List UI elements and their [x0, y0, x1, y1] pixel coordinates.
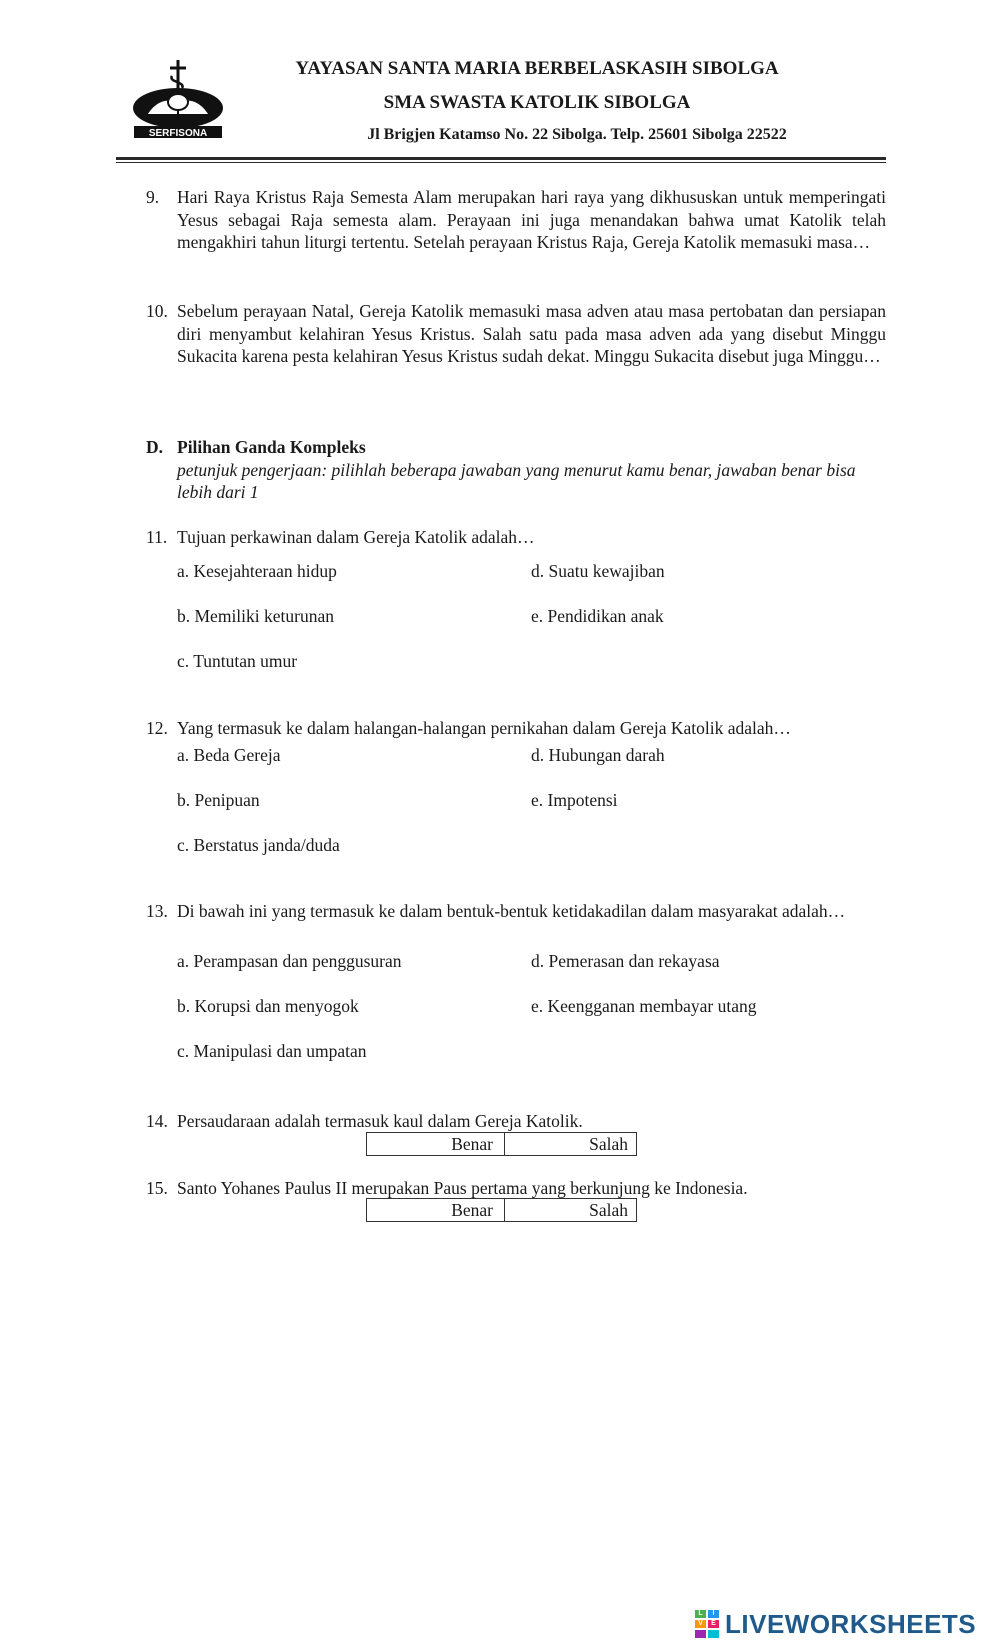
question-number: 10. [146, 301, 168, 321]
question-number: 12. [146, 718, 168, 738]
false-label: Salah [589, 1200, 628, 1220]
question-15 [146, 1177, 886, 1200]
option-e[interactable]: e. Keengganan membayar utang [531, 996, 757, 1016]
option-c[interactable]: c. Manipulasi dan umpatan [177, 1041, 367, 1061]
option-e[interactable]: e. Impotensi [531, 790, 618, 810]
false-option[interactable] [505, 1133, 636, 1155]
option-b[interactable]: b. Memiliki keturunan [177, 606, 334, 626]
question-11 [146, 526, 886, 549]
serfisona-logo-icon [128, 58, 228, 144]
option-a[interactable]: a. Beda Gereja [177, 745, 281, 765]
question-10 [146, 300, 886, 368]
school-address: Jl Brigjen Katamso No. 22 Sibolga. Telp. 25601 Sibolga 22522 [367, 126, 787, 143]
liveworksheets-brand [695, 1608, 976, 1640]
true-option[interactable] [367, 1133, 505, 1155]
option-a[interactable]: a. Kesejahteraan hidup [177, 561, 337, 581]
question-text: Tujuan perkawinan dalam Gereja Katolik adalah… [177, 527, 535, 547]
option-b[interactable]: b. Penipuan [177, 790, 260, 810]
school-name: SMA SWASTA KATOLIK SIBOLGA [383, 92, 691, 113]
question-number: 15. [146, 1178, 168, 1198]
question-14 [146, 1110, 886, 1133]
question-number: 14. [146, 1111, 168, 1131]
false-label: Salah [589, 1134, 628, 1154]
section-d [146, 436, 886, 504]
brand-name: LIVEWORKSHEETS [725, 1608, 977, 1639]
true-label: Benar [451, 1200, 493, 1220]
true-label: Benar [451, 1134, 493, 1154]
section-title: Pilihan Ganda Kompleks [177, 437, 366, 457]
option-a[interactable]: a. Perampasan dan penggusuran [177, 951, 402, 971]
question-text: Yang termasuk ke dalam halangan-halangan pernikahan dalam Gereja Katolik adalah… [177, 718, 791, 738]
option-c[interactable]: c. Berstatus janda/duda [177, 835, 340, 855]
false-option[interactable] [505, 1199, 636, 1221]
true-option[interactable] [367, 1199, 505, 1221]
school-logo [128, 58, 228, 144]
section-letter: D. [146, 437, 164, 457]
option-d[interactable]: d. Suatu kewajiban [531, 561, 665, 581]
question-number: 13. [146, 901, 168, 921]
question-9 [146, 186, 886, 254]
option-c[interactable]: c. Tuntutan umur [177, 651, 298, 671]
question-12 [146, 717, 886, 740]
question-text: Persaudaraan adalah termasuk kaul dalam Gereja Katolik. [177, 1111, 583, 1131]
option-e[interactable]: e. Pendidikan anak [531, 606, 664, 626]
question-text: Santo Yohanes Paulus II merupakan Paus pertama yang berkunjung ke Indonesia. [177, 1178, 748, 1198]
option-d[interactable]: d. Pemerasan dan rekayasa [531, 951, 720, 971]
question-number: 11. [146, 527, 168, 547]
liveworksheets-logo-icon: L I V E [695, 1610, 719, 1638]
true-false-box-15 [366, 1198, 637, 1222]
section-instruction: petunjuk pengerjaan: pilihlah beberapa jawaban yang menurut kamu benar, jawaban benar bisa lebih dari 1 [177, 459, 856, 502]
option-d[interactable]: d. Hubungan darah [531, 745, 665, 765]
foundation-name: YAYASAN SANTA MARIA BERBELASKASIH SIBOLGA [295, 58, 779, 79]
question-text: Di bawah ini yang termasuk ke dalam bentuk-bentuk ketidakadilan dalam masyarakat adalah… [177, 901, 846, 921]
question-number: 9. [146, 187, 160, 207]
logo-banner-text: SERFISONA [148, 128, 208, 139]
question-13 [146, 900, 886, 923]
header-divider-thick [116, 157, 886, 160]
option-b[interactable]: b. Korupsi dan menyogok [177, 996, 359, 1016]
question-text: Sebelum perayaan Natal, Gereja Katolik memasuki masa adven atau masa pertobatan dan persiapan diri menyambut kelahiran Yesus Kristus. Salah satu pada masa adven ada yang disebut Minggu Sukacita karena pesta kelahiran Yesus Kristus sudah dekat. Minggu Sukacita disebut juga Minggu… [177, 301, 886, 366]
question-text: Hari Raya Kristus Raja Semesta Alam merupakan hari raya yang dikhususkan untuk memperingati Yesus sebagai Raja semesta alam. Perayaan ini juga menandakan bahwa umat Katolik telah mengakhiri tahun liturgi tertentu. Setelah perayaan Kristus Raja, Gereja Katolik memasuki masa… [177, 187, 886, 252]
true-false-box-14 [366, 1132, 637, 1156]
header-divider-thin [116, 162, 886, 163]
